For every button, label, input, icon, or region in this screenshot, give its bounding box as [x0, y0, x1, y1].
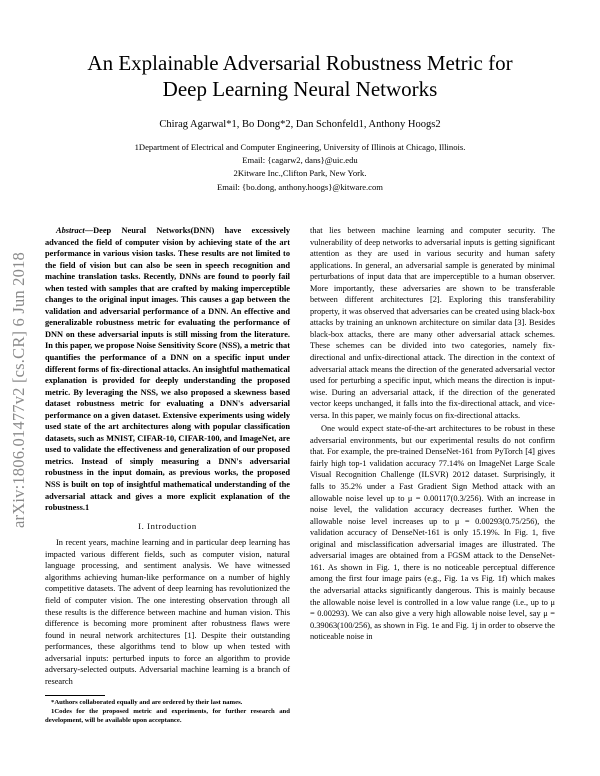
right-column [310, 225, 555, 643]
section-heading-introduction: I. Introduction [138, 520, 197, 531]
footnotes [45, 699, 290, 725]
intro-paragraph-2: that lies between machine learning and computer security. The vulnerability of deep networks to adversarial inputs is getting significant attention as they are used in various security and human safety applications. In general, an adversarial sample is generated by minimal perturbations of input data that are imperceptible to a human observer. More importantly, these adversaries are shown to be transferable between different architectures [2]. Exploring this transferability property, it was observed that adversaries can be created using black-box attacks by training an unknown architecture on similar data [3]. Besides black-box attacks, there are many other adversarial attack schemes. These schemes can be divided into two categories, namely fix-directional and unfix-directional attack. The direction in the context of adversarial attack means the direction of the generated adversarial vector used for perturbing a specific input, which means the direction is input-wise. During an adversarial attack, if the direction of the generated vector keeps unchanged, it falls into the fix-directional attack, and vice-versa. In this paper, we mainly focus on fix-directional attacks. [310, 226, 555, 420]
intro-paragraph-3: One would expect state-of-the-art architectures to be robust in these adversarial environments, but our experimental results do not confirm that. For example, the pre-trained DenseNet-161 from PyTorch [4] gives fairly high top-1 validation accuracy 77.14% on ImageNet Large Scale Visual Recognition Challenge (ILSVR) 2012 dataset. Surprisingly, it falls to 35.2% under a Fast Gradient Sign Method attack with an allowable noise level up to μ = 0.00117(0.3/256). With an increase in noise level, the validation accuracy decreases further. When the allowable noise level increases up to μ = 0.00293(0.75/256), the validation accuracy of DenseNet-161 is only 15.19%. In Fig. 1, five original and misclassification adversarial images are illustrated. The adversarial images are obtained from a FGSM attack to the DenseNet-161. As shown in Fig. 1, there is no noticeable perceptual difference among the first four image pairs (e.g., Fig. 1a vs Fig. 1f) which makes the adversarial attacks significantly dangerous. This is mainly because the allowable noise level is controlled in a low value range (i.e., up to μ = 0.00293). We can also give a very high allowable noise level, say μ = 0.39063(100/256), as shown in Fig. 1e and Fig. 1j in order to observe the noticeable noise in [310, 424, 555, 642]
abstract [45, 225, 290, 514]
abstract-label: Abstract [56, 226, 85, 235]
title-line-1: An Explainable Adversarial Robustness Metric for [87, 51, 513, 75]
author-list: Chirag Agarwal*1, Bo Dong*2, Dan Schonfeld1, Anthony Hoogs2 [159, 119, 441, 130]
email-uic: Email: {cagarw2, dans}@uic.edu [242, 155, 358, 166]
affiliation-kitware: 2Kitware Inc.,Clifton Park, New York. [233, 168, 367, 179]
abstract-text: —Deep Neural Networks(DNN) have excessively advanced the field of computer vision by achieving state of the art performance in various vision tasks. These results are not limited to the field of vision but can also be seen in speech recognition and machine translation tasks. Recently, DNNs are found to poorly fail when tested with samples that are crafted by making imperceptible changes to the original input images. This causes a gap between the validation and adversarial performance of a DNN. An effective and generalizable robustness metric for evaluating the performance of DNN on these adversarial inputs is still missing from the literature. In this paper, we propose Noise Sensitivity Score (NSS), a metric that quantifies the performance of a DNN on a specific input under different forms of fix-directional attacks. An insightful mathematical explanation is provided for deeply understanding the proposed metric. By leveraging the NSS, we also proposed a skewness based dataset robustness metric for evaluating a DNN's adversarial performance on a given dataset. Extensive experiments using widely used state of the art architectures along with popular classification datasets, such as MNIST, CIFAR-10, CIFAR-100, and ImageNet, are used to validate the effectiveness and generalization of our proposed metrics. Instead of simply measuring a DNN's adversarial robustness in the input domain, as previous works, the proposed NSS is built on top of insightful mathematical understanding of the adversarial attack and gives a more explicit explanation of the robustness.1 [45, 226, 290, 513]
paper-title [50, 50, 550, 102]
footnote-equal-contribution: *Authors collaborated equally and are ordered by their last names. [51, 699, 243, 707]
affiliation-uic: 1Department of Electrical and Computer Engineering, University of Illinois at Chicago, Illinois. [134, 142, 466, 152]
arxiv-watermark: arXiv:1806.01477v2 [cs.CR] 6 Jun 2018 [9, 252, 28, 528]
intro-paragraph-1: In recent years, machine learning and in particular deep learning has impacted various different fields, such as computer vision, natural language processing, and sentiment analysis. We have witnessed algorithms achieving human-like performance on a number of highly competitive datasets. The advent of deep learning has revolutionized the field of computer vision. The one interesting observation through all these results is the difference between machine and human vision. This difference is becoming more prominent after robustness flaws were found in neural network architectures [1]. Despite their outstanding performances, these algorithms tend to blow up when tested with adversarial inputs: perturbed inputs to force an algorithm to provide adversary-selected outputs. Adversarial machine learning is a branch of research [45, 538, 290, 686]
title-line-2: Deep Learning Neural Networks [162, 77, 438, 101]
affiliations [40, 141, 560, 194]
footnote-divider [45, 695, 105, 696]
left-column [45, 225, 290, 726]
footnote-code-availability: 1Codes for the proposed metric and experiments, for further research and development, will be available upon acceptance. [45, 708, 290, 724]
email-kitware: Email: {bo.dong, anthony.hoogs}@kitware.com [217, 181, 383, 192]
